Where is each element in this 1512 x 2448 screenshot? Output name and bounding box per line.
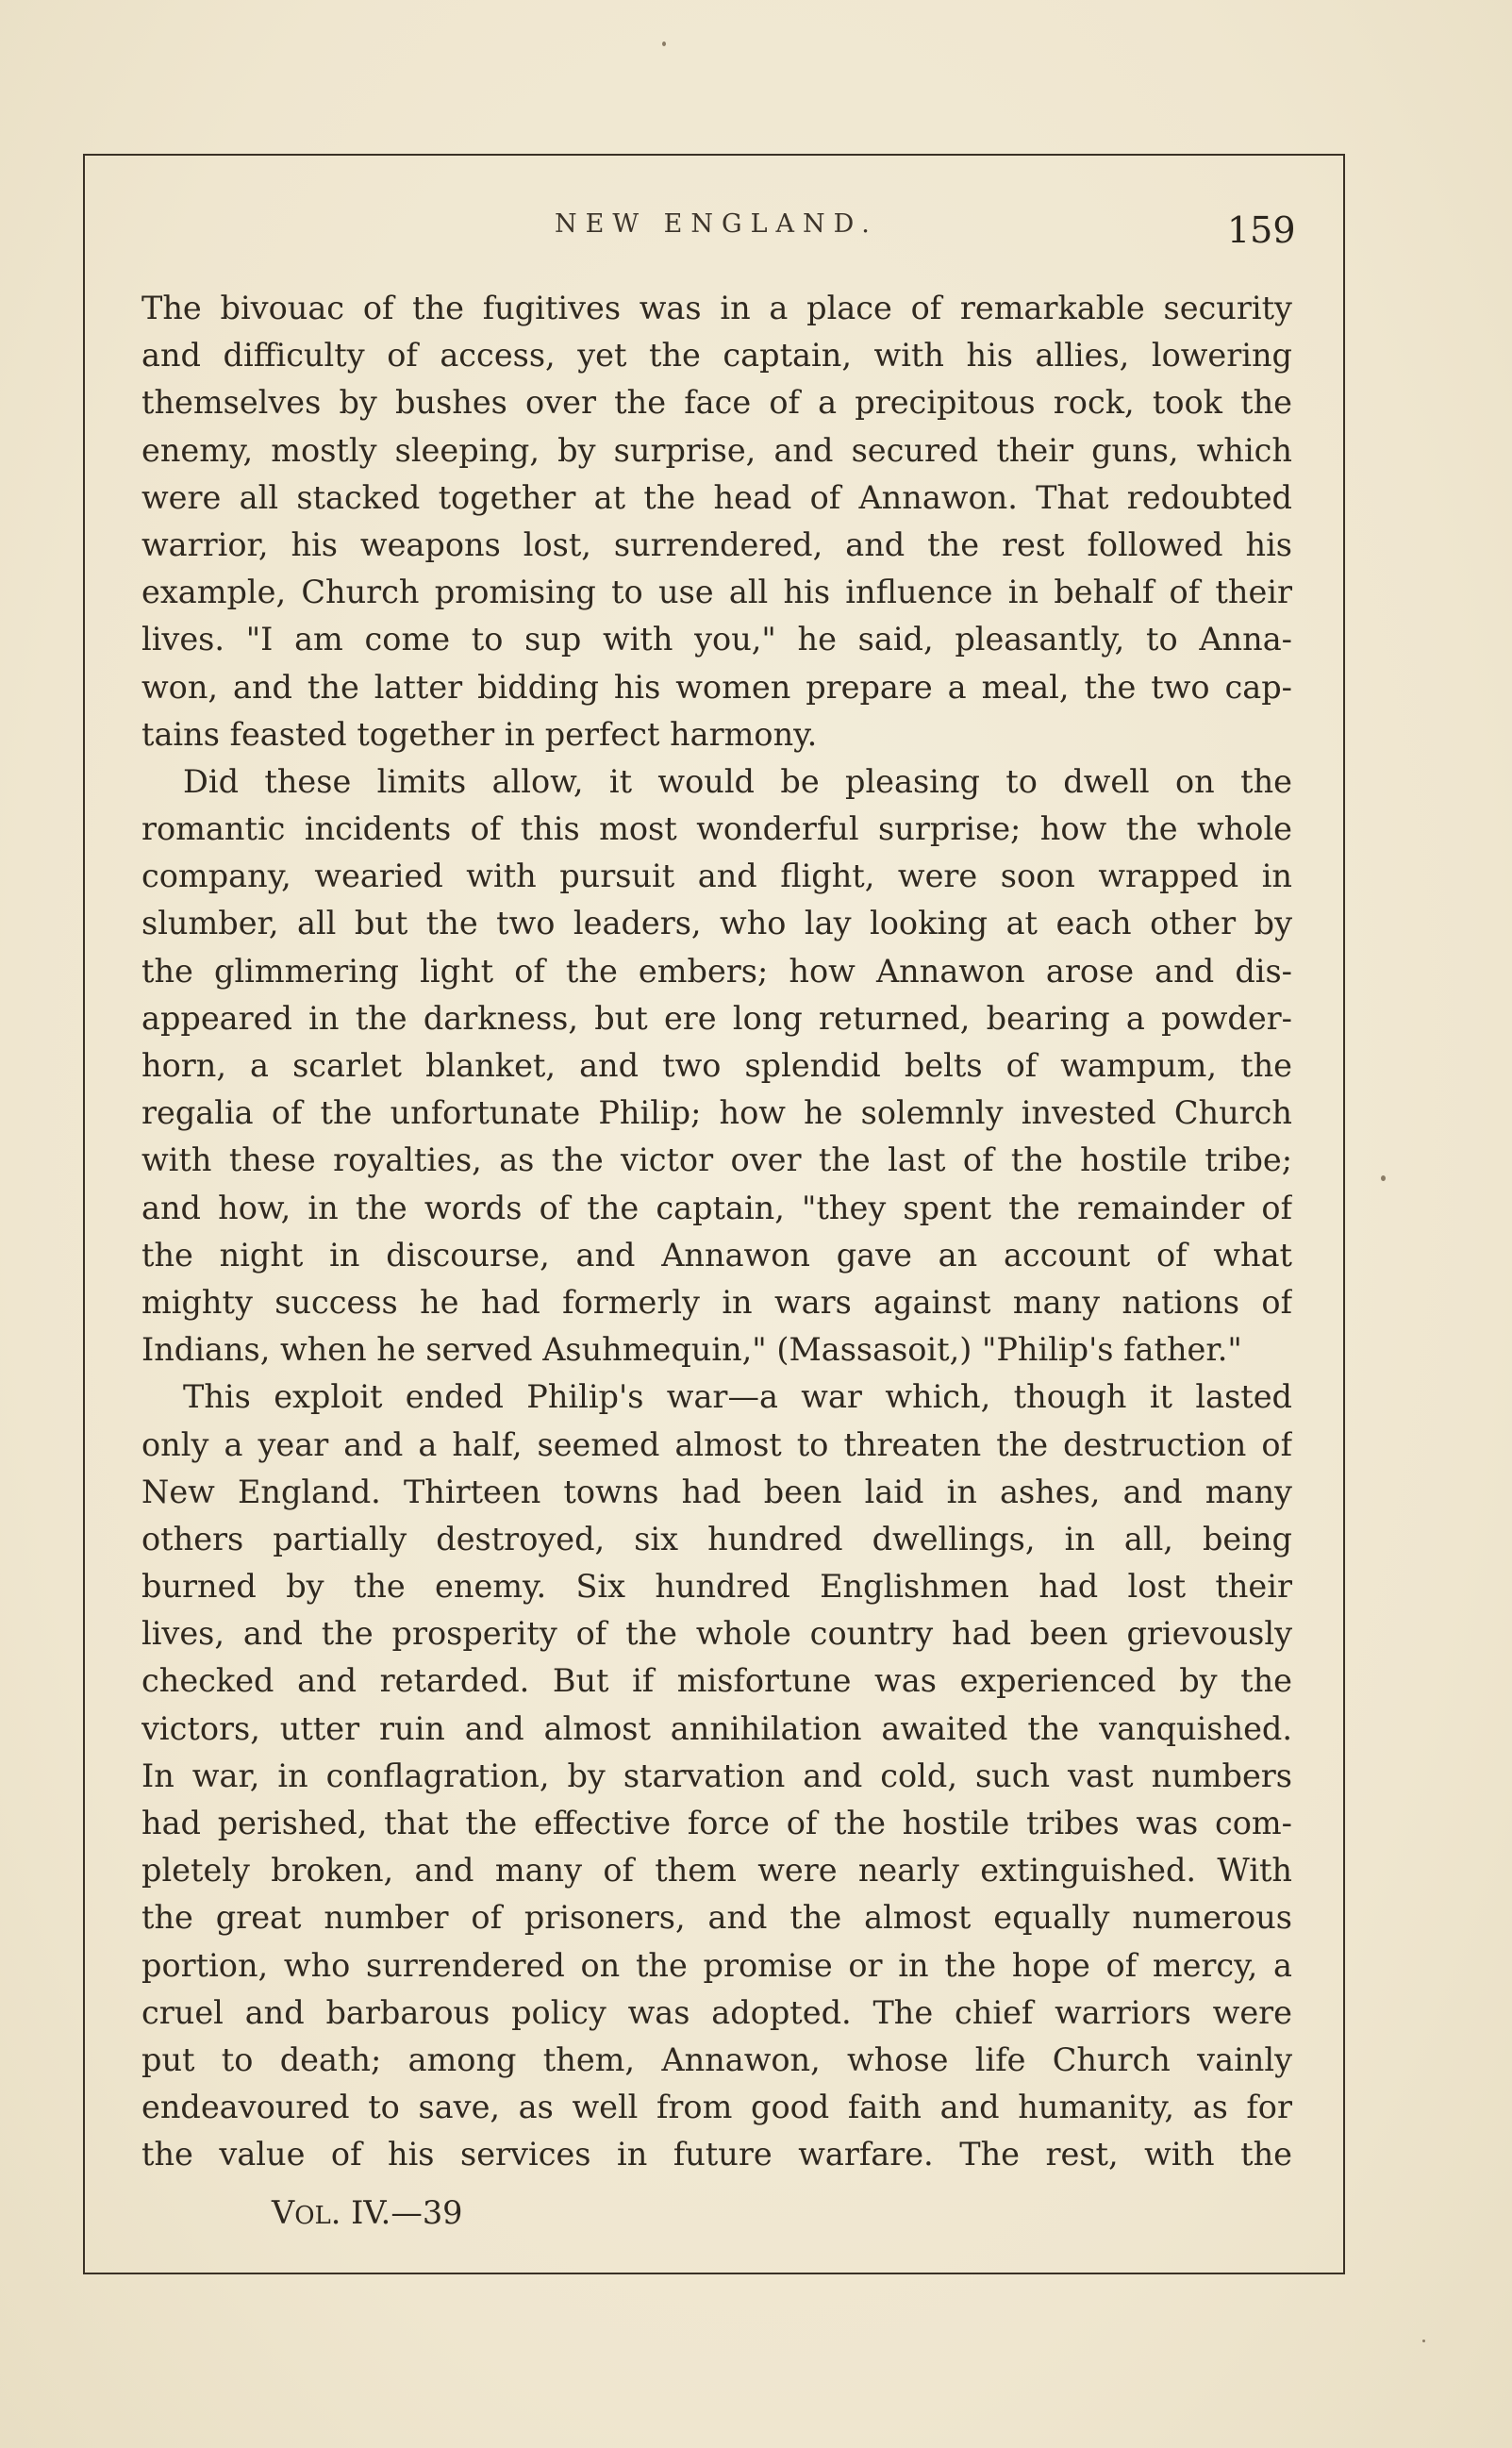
- text-line: pletely broken, and many of them were nearly extinguished. With: [141, 1852, 1292, 1890]
- text-line: checked and retarded. But if misfortune was experienced by the: [141, 1662, 1292, 1700]
- text-line: In war, in conflagration, by starvation and cold, such vast numbers: [141, 1757, 1292, 1794]
- text-line: Did these limits allow, it would be pleasing to dwell on the: [183, 762, 1292, 800]
- text-line: enemy, mostly sleeping, by surprise, and secured their guns, which: [141, 431, 1292, 469]
- text-line: The bivouac of the fugitives was in a place of remarkable security: [141, 290, 1292, 326]
- volume-signature: [272, 2194, 462, 2231]
- text-line: New England. Thirteen towns had been laid in ashes, and many: [141, 1473, 1292, 1510]
- text-line: only a year and a half, seemed almost to threaten the destruction of: [141, 1425, 1292, 1463]
- text-line: the great number of prisoners, and the almost equally numerous: [141, 1899, 1292, 1937]
- text-line: example, Church promising to use all his influence in behalf of their: [141, 574, 1292, 611]
- text-line: mighty success he had formerly in wars against many nations of: [141, 1283, 1292, 1321]
- text-line: themselves by bushes over the face of a precipitous rock, took the: [141, 384, 1292, 422]
- text-line: won, and the latter bidding his women prepare a meal, the two cap-: [141, 668, 1292, 706]
- text-line: cruel and barbarous policy was adopted. The chief warriors were: [141, 1993, 1292, 2031]
- text-line: were all stacked together at the head of Annawon. That redoubted: [141, 478, 1292, 516]
- text-line: warrior, his weapons lost, surrendered, and the rest followed his: [141, 525, 1292, 563]
- text-line: romantic incidents of this most wonderful surprise; how the whole: [141, 810, 1292, 848]
- text-line: horn, a scarlet blanket, and two splendid belts of wampum, the: [141, 1047, 1292, 1084]
- text-line: endeavoured to save, as well from good faith and humanity, as for: [141, 2089, 1292, 2126]
- signature-rest: . IV.—39: [330, 2194, 463, 2231]
- text-line: and how, in the words of the captain, "they spent the remainder of: [141, 1189, 1292, 1226]
- text-line: tains feasted together in perfect harmony.: [141, 715, 818, 753]
- text-line: with these royalties, as the victor over the last of the hostile tribe;: [141, 1141, 1292, 1179]
- text-line: This exploit ended Philip's war—a war which, though it lasted: [183, 1378, 1292, 1416]
- text-line: company, wearied with pursuit and flight, were soon wrapped in: [141, 858, 1292, 895]
- page-number: 159: [1227, 209, 1296, 251]
- text-line: regalia of the unfortunate Philip; how he solemnly invested Church: [141, 1094, 1292, 1132]
- running-title: NEW ENGLAND.: [555, 209, 878, 239]
- signature-smallcap: OL: [294, 2202, 331, 2230]
- text-line: others partially destroyed, six hundred dwellings, in all, being: [141, 1520, 1292, 1557]
- text-line: appeared in the darkness, but ere long returned, bearing a powder-: [141, 999, 1292, 1037]
- text-line: slumber, all but the two leaders, who lay looking at each other by: [141, 905, 1292, 942]
- text-line: lives. "I am come to sup with you," he said, pleasantly, to Anna-: [141, 621, 1292, 658]
- text-line: victors, utter ruin and almost annihilation awaited the vanquished.: [141, 1709, 1292, 1747]
- text-line: had perished, that the effective force of the hostile tribes was com-: [141, 1805, 1292, 1841]
- text-line: burned by the enemy. Six hundred Englishmen had lost their: [141, 1568, 1292, 1606]
- text-line: put to death; among them, Annawon, whose life Church vainly: [141, 2040, 1292, 2078]
- text-line: portion, who surrendered on the promise or in the hope of mercy, a: [141, 1946, 1292, 1984]
- text-line: lives, and the prosperity of the whole country had been grievously: [141, 1615, 1292, 1653]
- text-line: the value of his services in future warfare. The rest, with the: [141, 2136, 1292, 2173]
- text-line: the glimmering light of the embers; how Annawon arose and dis-: [141, 952, 1292, 990]
- body-text: [141, 285, 1292, 2179]
- paper-speck: [662, 42, 666, 46]
- signature-prefix: V: [272, 2194, 295, 2231]
- text-line: Indians, when he served Asuhmequin," (Massasoit,) "Philip's father.": [141, 1331, 1242, 1369]
- text-line: the night in discourse, and Annawon gave an account of what: [141, 1236, 1292, 1274]
- paper-speck: [1422, 2340, 1425, 2342]
- text-line: and difficulty of access, yet the captain, with his allies, lowering: [141, 337, 1292, 375]
- paper-speck: [1381, 1175, 1386, 1181]
